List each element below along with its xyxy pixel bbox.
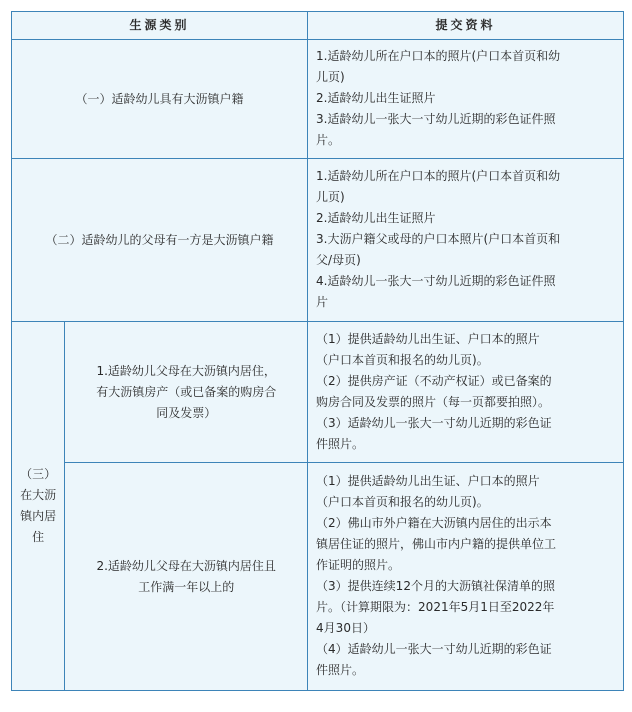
material-line: 片。 bbox=[316, 133, 341, 147]
header-materials: 提交资料 bbox=[308, 12, 624, 40]
table-row bbox=[12, 463, 624, 691]
header-source-type: 生源类别 bbox=[12, 12, 308, 40]
table-row bbox=[12, 159, 624, 322]
material-line: （户口本首页和报名的幼儿页)。 bbox=[316, 352, 489, 367]
material-line: 镇居住证的照片，佛山市内户籍的提供单位工 bbox=[316, 537, 557, 551]
row-materials bbox=[308, 159, 624, 322]
category-line: 住 bbox=[32, 530, 45, 544]
material-line: 片。（计算期限为：2021年5月1日至2022年 bbox=[316, 600, 555, 614]
material-line: （户口本首页和报名的幼儿页)。 bbox=[316, 495, 489, 509]
condition-line: 2.适龄幼儿父母在大沥镇内居住且 bbox=[96, 558, 276, 573]
material-line: 1.适龄幼儿所在户口本的照片(户口本首页和幼 bbox=[316, 49, 561, 63]
material-line: 3.大沥户籍父或母的户口本照片(户口本首页和 bbox=[316, 232, 561, 246]
material-line: 2.适龄幼儿出生证照片 bbox=[316, 91, 436, 105]
material-line: 片 bbox=[316, 295, 329, 309]
material-line: 4月30日） bbox=[316, 621, 375, 635]
material-line: 购房合同及发票的照片（每一页都要拍照）。 bbox=[316, 394, 551, 409]
condition-line: 有大沥镇房产（或已备案的购房合 bbox=[96, 384, 277, 399]
sub-condition bbox=[65, 322, 308, 463]
material-line: （3）提供连续12个月的大沥镇社保清单的照 bbox=[316, 579, 555, 593]
material-line: 2.适龄幼儿出生证照片 bbox=[316, 211, 436, 225]
condition-line: 同及发票） bbox=[156, 405, 217, 420]
table-row bbox=[12, 322, 624, 463]
condition-line: 工作满一年以上的 bbox=[138, 579, 235, 594]
sub-condition bbox=[65, 463, 308, 691]
material-line: （4）适龄幼儿一张大一寸幼儿近期的彩色证 bbox=[316, 642, 552, 656]
material-line: （1）提供适龄幼儿出生证、户口本的照片 bbox=[316, 331, 540, 346]
material-line: 4.适龄幼儿一张大一寸幼儿近期的彩色证件照 bbox=[316, 274, 556, 288]
material-line: 件照片。 bbox=[316, 436, 365, 451]
row-materials bbox=[308, 463, 624, 691]
material-line: 父/母页) bbox=[316, 253, 361, 267]
material-line: 儿页) bbox=[316, 70, 345, 84]
enrollment-materials-table bbox=[11, 11, 624, 691]
material-line: 3.适龄幼儿一张大一寸幼儿近期的彩色证件照 bbox=[316, 112, 556, 126]
condition-line: 1.适龄幼儿父母在大沥镇内居住， bbox=[96, 363, 276, 378]
material-line: （3）适龄幼儿一张大一寸幼儿近期的彩色证 bbox=[316, 415, 552, 430]
material-line: 件照片。 bbox=[316, 663, 365, 677]
header-row bbox=[12, 12, 624, 40]
material-line: 作证明的照片。 bbox=[316, 558, 401, 572]
row-materials bbox=[308, 322, 624, 463]
material-line: （2）佛山市外户籍在大沥镇内居住的出示本 bbox=[316, 516, 552, 530]
table-row bbox=[12, 40, 624, 159]
row-category: （二）适龄幼儿的父母有一方是大沥镇户籍 bbox=[12, 159, 308, 322]
category-line: 镇内居 bbox=[20, 509, 57, 523]
category-line: 在大沥 bbox=[20, 488, 57, 502]
material-line: 儿页) bbox=[316, 190, 345, 204]
group3-category bbox=[12, 322, 65, 691]
category-line: （三） bbox=[20, 467, 57, 481]
row-category: （一）适龄幼儿具有大沥镇户籍 bbox=[12, 40, 308, 159]
material-line: （2）提供房产证（不动产权证）或已备案的 bbox=[316, 373, 552, 388]
material-line: 1.适龄幼儿所在户口本的照片(户口本首页和幼 bbox=[316, 169, 561, 183]
row-materials bbox=[308, 40, 624, 159]
material-line: （1）提供适龄幼儿出生证、户口本的照片 bbox=[316, 474, 540, 488]
